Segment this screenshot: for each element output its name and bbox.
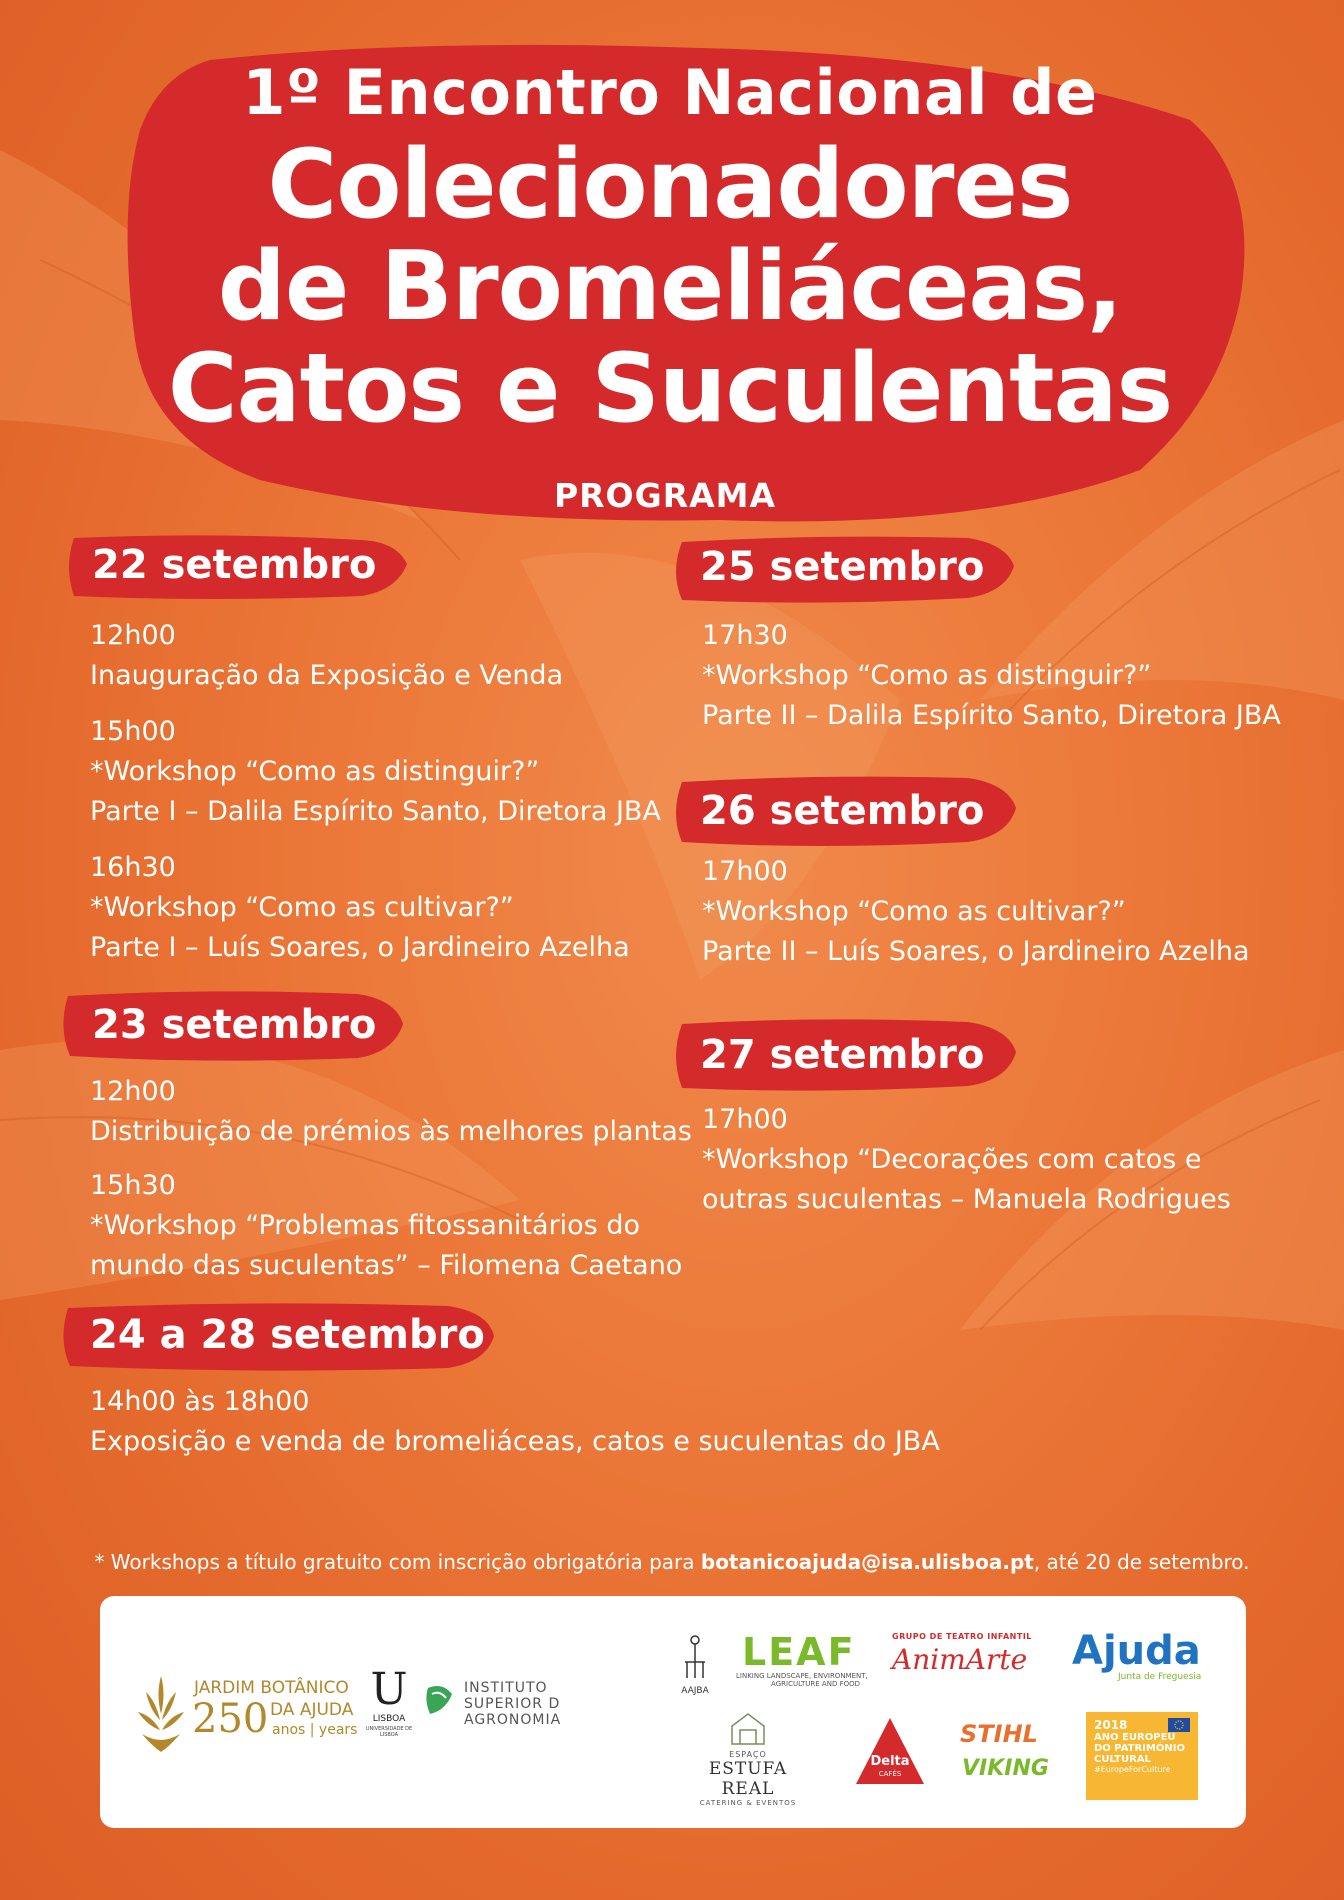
ulisboa-name: LISBOA <box>372 1714 406 1724</box>
event-time: 17h00 <box>702 856 788 887</box>
animarte-logo <box>892 1632 1052 1692</box>
event-time: 14h00 às 18h00 <box>90 1386 310 1417</box>
ajuda-name: Ajuda <box>1072 1628 1201 1674</box>
eu-line1: ANO EUROPEU <box>1094 1732 1176 1743</box>
isa-leaf-icon <box>422 1680 458 1728</box>
event-description: *Workshop “Como as distinguir?” <box>90 756 540 787</box>
event-speaker: Parte I – Luís Soares, o Jardineiro Azelha <box>90 932 630 963</box>
event-23-1200 <box>90 1072 692 1152</box>
jba-line1: JARDIM BOTÂNICO <box>194 1678 349 1698</box>
event-speaker: outras suculentas – Manuela Rodrigues <box>702 1184 1231 1215</box>
ulisboa-sub: UNIVERSIDADE DE LISBOA <box>365 1726 413 1738</box>
jba-number: 250 <box>192 1696 269 1742</box>
event-speaker: Parte I – Dalila Espírito Santo, Diretora JBA <box>90 796 661 827</box>
event-time: 15h00 <box>90 716 176 747</box>
contact-email[interactable]: botanicoajuda@isa.ulisboa.pt <box>700 1550 1034 1574</box>
event-speaker: Parte II – Luís Soares, o Jardineiro Azelha <box>702 936 1250 967</box>
event-description: Inauguração da Exposição e Venda <box>90 660 564 691</box>
eu-2018-logo <box>1086 1712 1198 1800</box>
isa-line2: SUPERIOR D <box>464 1696 561 1712</box>
event-description: *Workshop “Problemas fitossanitários do <box>90 1210 640 1241</box>
delta-sub: CAFÉS <box>878 1770 902 1778</box>
event-23-1530 <box>90 1166 682 1286</box>
event-27-1700 <box>702 1100 1231 1220</box>
leaf-logo <box>736 1632 874 1702</box>
event-24-28 <box>90 1382 940 1462</box>
estufa-real-logo <box>680 1710 816 1810</box>
greenhouse-icon <box>728 1710 768 1746</box>
estufa-top: ESPAÇO <box>729 1750 767 1759</box>
ajuda-logo <box>1072 1630 1212 1690</box>
event-22-1500 <box>90 712 661 832</box>
event-description: Exposição e venda de bromeliáceas, catos e suculentas do JBA <box>90 1426 940 1457</box>
eu-line2: DO PATRIMÓNIO <box>1094 1743 1185 1754</box>
isa-logo <box>422 1680 642 1740</box>
eu-tag: #EuropeForCulture <box>1094 1765 1171 1774</box>
day-label: 26 setembro <box>700 788 985 834</box>
event-time: 17h30 <box>702 620 788 651</box>
estufa-sub: CATERING & EVENTOS <box>699 1799 797 1807</box>
title-line-2: Colecionadores <box>267 130 1073 240</box>
leaf-sub2: AGRICULTURE AND FOOD <box>771 1680 860 1688</box>
peacock-icon <box>675 1632 715 1682</box>
event-time: 15h30 <box>90 1170 176 1201</box>
sponsors-panel <box>100 1596 1246 1828</box>
event-description: Distribuição de prémios às melhores plantas <box>90 1116 692 1147</box>
event-description: *Workshop “Decorações com catos e <box>702 1144 1202 1175</box>
eu-year: 2018 <box>1094 1718 1128 1732</box>
jba-line3: anos | years <box>272 1722 358 1738</box>
footnote-suffix: , até 20 de setembro. <box>1033 1550 1250 1574</box>
event-time: 16h30 <box>90 852 176 883</box>
event-26-1700 <box>702 852 1250 972</box>
estufa-name: ESTUFA REAL <box>708 1759 788 1799</box>
event-speaker: Parte II – Dalila Espírito Santo, Diretora JBA <box>702 700 1281 731</box>
stihl-logo: STIHL <box>960 1720 1038 1748</box>
event-22-1200 <box>90 616 563 696</box>
animarte-name: AnimArte <box>892 1643 1028 1676</box>
event-time: 17h00 <box>702 1104 788 1135</box>
aajba-logo <box>670 1632 720 1702</box>
day-label: 25 setembro <box>700 544 985 590</box>
isa-line1: INSTITUTO <box>464 1680 548 1696</box>
day-label: 23 setembro <box>92 1002 377 1048</box>
event-time: 12h00 <box>90 1076 176 1107</box>
footnote <box>0 1550 1344 1574</box>
event-25-1730 <box>702 616 1281 736</box>
title-line-1: 1º Encontro Nacional de <box>242 56 1098 129</box>
event-description: *Workshop “Como as cultivar?” <box>90 892 514 923</box>
delta-logo <box>852 1714 928 1788</box>
event-description: *Workshop “Como as cultivar?” <box>702 896 1126 927</box>
ulisboa-letter: U <box>370 1664 408 1715</box>
eu-line3: CULTURAL <box>1094 1754 1151 1765</box>
day-label: 27 setembro <box>700 1032 985 1078</box>
isa-line3: AGRONOMIA <box>464 1712 562 1728</box>
viking-logo: VIKING <box>962 1756 1049 1781</box>
title-line-4: Catos e Suculentas <box>167 334 1173 444</box>
day-label: 22 setembro <box>92 542 377 588</box>
jba-line2: DA AJUDA <box>270 1700 354 1720</box>
leaf-sub1: LINKING LANDSCAPE, ENVIRONMENT, <box>736 1672 868 1680</box>
footnote-prefix: * Workshops a título gratuito com inscrição obrigatória para <box>94 1550 701 1574</box>
ulisboa-logo <box>364 1666 414 1756</box>
event-time: 12h00 <box>90 620 176 651</box>
event-speaker: mundo das suculentas” – Filomena Caetano <box>90 1250 683 1281</box>
ajuda-sub: Junta de Freguesia <box>1118 1672 1202 1682</box>
delta-name: Delta <box>870 1754 910 1769</box>
event-22-1630 <box>90 848 630 968</box>
aajba-name: AAJBA <box>681 1686 709 1696</box>
title-line-3: de Bromeliáceas, <box>217 232 1123 342</box>
eu-flag-icon <box>1168 1718 1190 1732</box>
agave-logo-icon <box>136 1674 186 1754</box>
programa-heading: PROGRAMA <box>553 476 777 515</box>
day-label: 24 a 28 setembro <box>90 1312 485 1358</box>
animarte-top: GRUPO DE TEATRO INFANTIL <box>892 1632 1032 1641</box>
leaf-name: LEAF <box>742 1630 856 1674</box>
jba-250-logo <box>136 1670 360 1760</box>
event-description: *Workshop “Como as distinguir?” <box>702 660 1152 691</box>
